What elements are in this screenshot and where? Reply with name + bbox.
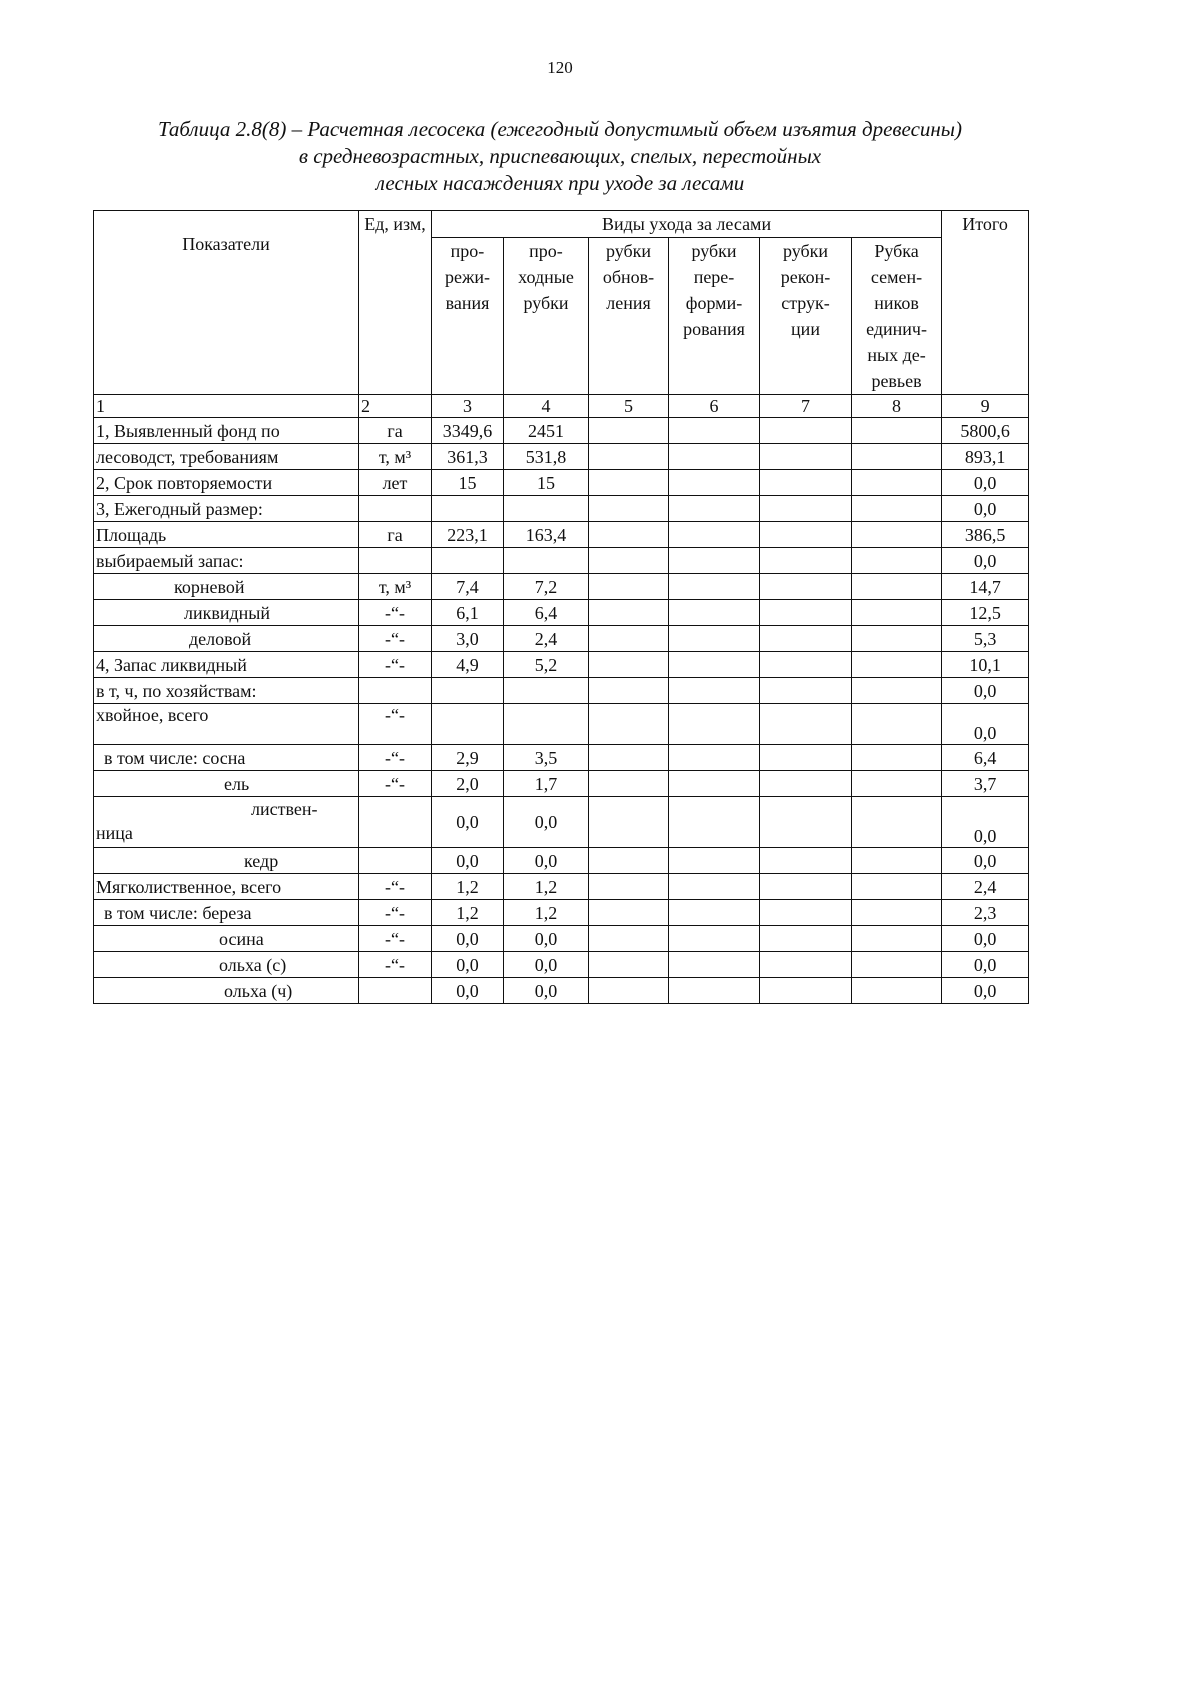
cell-col3: 7,4 [432,574,504,600]
cell-total: 2,3 [942,900,1029,926]
row-unit [359,496,432,522]
cell-col4: 0,0 [504,926,589,952]
table-row [94,496,1029,522]
row-label: 1, Выявленный фонд по [94,418,359,444]
table-row [94,900,1029,926]
col-num: 9 [942,395,1029,418]
cell-col4: 1,7 [504,771,589,797]
cell-col3: 1,2 [432,874,504,900]
cell-col3: 223,1 [432,522,504,548]
cell-total: 0,0 [942,952,1029,978]
cell-col3 [432,548,504,574]
header-reformation-cutting: рубки пере- форми- рования [669,238,760,395]
header-row-1 [94,211,1029,238]
header-renewal-cutting: рубки обнов- ления [589,238,669,395]
cell-total: 5,3 [942,626,1029,652]
table-row [94,444,1029,470]
cell-col4: 15 [504,470,589,496]
cell-col4: 0,0 [504,978,589,1004]
cell-total: 0,0 [942,678,1029,704]
header-seed-tree-cutting: Рубка семен- ников единич- ных де- ревьев [852,238,942,395]
cell-col4: 6,4 [504,600,589,626]
table-row [94,678,1029,704]
cell-col3: 1,2 [432,900,504,926]
col-num: 2 [359,395,432,418]
row-unit [359,978,432,1004]
table-row [94,574,1029,600]
column-number-row [94,395,1029,418]
row-label [94,797,359,848]
row-label: ель [94,771,359,797]
row-unit: -“- [359,704,432,745]
row-unit: га [359,522,432,548]
cell-total: 0,0 [942,848,1029,874]
table-row [94,952,1029,978]
row-label: корневой [94,574,359,600]
row-label: лесоводст, требованиям [94,444,359,470]
cell-total: 0,0 [942,797,1029,848]
row-unit: -“- [359,900,432,926]
cell-total: 0,0 [942,496,1029,522]
cell-col3: 361,3 [432,444,504,470]
row-label: ликвидный [94,600,359,626]
table-row [94,771,1029,797]
cell-col3: 0,0 [432,797,504,848]
table-row [94,797,1029,848]
row-label: Мягколиственное, всего [94,874,359,900]
row-unit: -“- [359,771,432,797]
cell-col4: 1,2 [504,900,589,926]
table-row [94,652,1029,678]
row-unit: га [359,418,432,444]
row-unit: т, м³ [359,574,432,600]
row-unit: т, м³ [359,444,432,470]
cell-col4: 2451 [504,418,589,444]
allowable-cut-table [93,210,1029,1004]
table-row [94,874,1029,900]
cell-col3: 2,9 [432,745,504,771]
table-row [94,926,1029,952]
cell-col3: 0,0 [432,978,504,1004]
table-row [94,522,1029,548]
header-care-types: Виды ухода за лесами [432,211,942,238]
row-unit [359,678,432,704]
table-row [94,626,1029,652]
cell-col4: 1,2 [504,874,589,900]
cell-total: 3,7 [942,771,1029,797]
cell-col3: 15 [432,470,504,496]
cell-total: 6,4 [942,745,1029,771]
row-unit [359,797,432,848]
cell-col3 [432,678,504,704]
cell-col4 [504,548,589,574]
caption-line-3: лесных насаждениях при уходе за лесами [375,171,745,195]
row-label-line-1: листвен- [251,799,318,819]
row-unit [359,548,432,574]
table-row [94,704,1029,745]
row-label: в т, ч, по хозяйствам: [94,678,359,704]
cell-col3: 6,1 [432,600,504,626]
col-num: 8 [852,395,942,418]
row-label: 2, Срок повторяемости [94,470,359,496]
row-unit: -“- [359,600,432,626]
col-num: 5 [589,395,669,418]
table-row [94,470,1029,496]
row-label: кедр [94,848,359,874]
cell-total: 0,0 [942,926,1029,952]
cell-col4: 2,4 [504,626,589,652]
cell-col4: 7,2 [504,574,589,600]
cell-col3: 0,0 [432,952,504,978]
table-row [94,418,1029,444]
cell-col3 [432,704,504,745]
row-label: 3, Ежегодный размер: [94,496,359,522]
cell-total: 5800,6 [942,418,1029,444]
row-unit: -“- [359,626,432,652]
row-unit: -“- [359,952,432,978]
col-num: 1 [94,395,359,418]
header-indicators: Показатели [94,211,359,395]
header-unit: Ед, изм, [359,211,432,395]
caption-line-1: Таблица 2.8(8) – Расчетная лесосека (ежегодный допустимый объем изъятия древесины) [157,117,963,141]
header-thinning: про- режи- вания [432,238,504,395]
cell-col3: 3,0 [432,626,504,652]
cell-total: 386,5 [942,522,1029,548]
cell-col4: 163,4 [504,522,589,548]
row-unit: -“- [359,652,432,678]
caption-line-2: в средневозрастных, приспевающих, спелых, перестойных [298,144,822,168]
row-unit: лет [359,470,432,496]
cell-col3: 4,9 [432,652,504,678]
cell-col4: 5,2 [504,652,589,678]
row-unit [359,848,432,874]
cell-total: 2,4 [942,874,1029,900]
row-label: выбираемый запас: [94,548,359,574]
cell-col4: 0,0 [504,848,589,874]
row-label: хвойное, всего [94,704,359,745]
header-reconstruction-cutting: рубки рекон- струк- ции [760,238,852,395]
cell-total: 0,0 [942,978,1029,1004]
page-number: 120 [547,58,573,77]
cell-col4 [504,678,589,704]
row-label: деловой [94,626,359,652]
table-row [94,848,1029,874]
cell-col4 [504,704,589,745]
row-unit: -“- [359,745,432,771]
col-num: 7 [760,395,852,418]
cell-col4: 0,0 [504,952,589,978]
cell-total: 0,0 [942,548,1029,574]
table-caption [80,116,1040,197]
cell-total: 14,7 [942,574,1029,600]
table-row [94,978,1029,1004]
row-unit: -“- [359,874,432,900]
cell-total: 0,0 [942,704,1029,745]
cell-col3: 0,0 [432,848,504,874]
cell-col3 [432,496,504,522]
cell-total: 12,5 [942,600,1029,626]
row-label: ольха (ч) [94,978,359,1004]
row-label: 4, Запас ликвидный [94,652,359,678]
row-label: осина [94,926,359,952]
table-row [94,548,1029,574]
cell-total: 0,0 [942,470,1029,496]
cell-col4 [504,496,589,522]
row-unit: -“- [359,926,432,952]
row-label: ольха (с) [94,952,359,978]
cell-col3: 0,0 [432,926,504,952]
cell-col4: 3,5 [504,745,589,771]
cell-col3: 3349,6 [432,418,504,444]
cell-total: 893,1 [942,444,1029,470]
row-label-line-2: ница [96,823,133,843]
row-label: в том числе: береза [94,900,359,926]
table-row [94,745,1029,771]
table-row [94,600,1029,626]
cell-col3: 2,0 [432,771,504,797]
row-label: в том числе: сосна [94,745,359,771]
cell-total: 10,1 [942,652,1029,678]
cell-col4: 0,0 [504,797,589,848]
col-num: 3 [432,395,504,418]
header-commercial-thinning: про- ходные рубки [504,238,589,395]
col-num: 6 [669,395,760,418]
row-label: Площадь [94,522,359,548]
header-total: Итого [942,211,1029,395]
cell-col4: 531,8 [504,444,589,470]
col-num: 4 [504,395,589,418]
